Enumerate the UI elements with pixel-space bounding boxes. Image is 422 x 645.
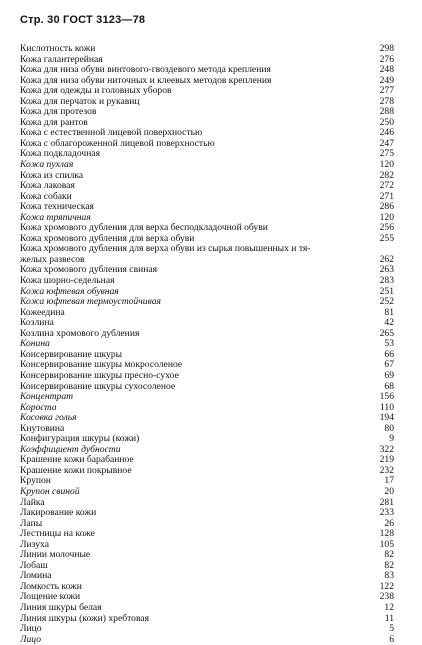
index-page-number: 26	[384, 517, 394, 529]
index-term: Короста	[20, 402, 57, 413]
index-page-number: 278	[379, 95, 394, 107]
index-term: Крашение кожи покрывное	[20, 465, 132, 476]
index-page-number: 17	[384, 475, 394, 487]
index-page-number: 256	[379, 222, 394, 234]
index-page-number: 53	[384, 338, 394, 350]
index-page-number: 82	[384, 559, 394, 571]
index-term: Конина	[20, 339, 50, 350]
index-entry	[20, 360, 394, 371]
index-entry	[20, 65, 394, 76]
index-page-number: 110	[379, 401, 394, 413]
index-entry	[20, 529, 394, 540]
index-page-number: 120	[379, 211, 394, 223]
index-page-number: 83	[384, 570, 394, 582]
index-list	[20, 44, 394, 645]
index-term: Кожа шорно-седельная	[20, 276, 115, 287]
index-term: Кожа собаки	[20, 191, 72, 202]
index-entry	[20, 118, 394, 129]
index-page-number: 219	[379, 454, 394, 466]
index-page-number: 66	[384, 348, 394, 360]
index-page-number: 9	[389, 433, 394, 445]
index-entry	[20, 392, 394, 403]
index-entry	[20, 603, 394, 614]
index-page-number: 255	[379, 232, 394, 244]
index-term: Кожа хромового дубления для верха бесподкладочной обуви	[20, 223, 268, 234]
index-page-number: 156	[379, 391, 394, 403]
index-entry	[20, 476, 394, 487]
index-term: Кожа для рантов	[20, 117, 88, 128]
index-term: Консервирование шкуры	[20, 349, 123, 360]
index-term: Лайка	[20, 497, 45, 508]
index-page-number: 82	[384, 549, 394, 561]
index-page-number: 281	[379, 496, 394, 508]
index-page-number: 250	[379, 116, 394, 128]
index-term: Крупон свиной	[20, 486, 80, 497]
index-entry	[20, 181, 394, 192]
index-entry	[20, 86, 394, 97]
index-page-number: 233	[379, 507, 394, 519]
page-header: Стр. 30 ГОСТ 3123—78	[20, 14, 146, 26]
index-page-number: 275	[379, 148, 394, 160]
index-entry	[20, 223, 394, 234]
index-term: Ломина	[20, 571, 52, 582]
index-term: Козлина хромового дубления	[20, 328, 140, 339]
index-page-number: 271	[379, 190, 394, 202]
index-term: Кожа для низа обуви ниточных и клеевых методов крепления	[20, 75, 272, 86]
index-term: Лощение кожи	[20, 592, 81, 603]
index-term: Кнутовина	[20, 423, 65, 434]
index-page-number: 283	[379, 275, 394, 287]
index-term: Конфигурация шкуры (кожи)	[20, 434, 140, 445]
index-term: Косовка голья	[20, 413, 77, 424]
index-entry	[20, 318, 394, 329]
index-page-number: 277	[379, 85, 394, 97]
index-entry	[20, 614, 394, 625]
index-term: Кислотность кожи	[20, 44, 96, 54]
index-entry	[20, 519, 394, 530]
index-page-number: 282	[379, 169, 394, 181]
index-entry	[20, 234, 394, 245]
index-entry	[20, 44, 394, 55]
index-page-number: 6	[389, 633, 394, 645]
index-entry	[20, 213, 394, 224]
index-term: Козлина	[20, 318, 54, 329]
index-page-number: 11	[384, 612, 394, 624]
index-term: Кожа тряпичная	[20, 212, 91, 223]
index-term: Кожа галантерейная	[20, 54, 103, 65]
index-term: Лицо	[20, 624, 42, 635]
index-page-number: 251	[379, 285, 394, 297]
index-entry	[20, 624, 394, 635]
index-term: Кожа для одежды и головных уборов	[20, 86, 172, 97]
index-term: Кожа из спилка	[20, 170, 84, 181]
index-entry	[20, 171, 394, 182]
index-page-number: 286	[379, 201, 394, 213]
index-entry	[20, 582, 394, 593]
index-term: Кожа для низа обуви винтового-гвоздевого метода крепления	[20, 65, 271, 76]
index-entry	[20, 466, 394, 477]
index-term: Кожа с облагороженной лицевой поверхностью	[20, 138, 215, 149]
index-page-number: 42	[384, 317, 394, 329]
index-page-number: 67	[384, 359, 394, 371]
index-page-number: 194	[379, 412, 394, 424]
index-entry	[20, 55, 394, 66]
index-entry	[20, 107, 394, 118]
index-term: Кожеедина	[20, 307, 65, 318]
index-term: Кожа юфтевая термоустойчивая	[20, 297, 161, 308]
index-page-number: 276	[379, 53, 394, 65]
index-entry	[20, 339, 394, 350]
index-page-number: 322	[379, 443, 394, 455]
index-term: Кожа хромового дубления свиная	[20, 265, 158, 276]
index-entry	[20, 498, 394, 509]
index-page-number: 232	[379, 464, 394, 476]
index-page-number: 69	[384, 369, 394, 381]
index-entry	[20, 571, 394, 582]
index-entry	[20, 202, 394, 213]
index-page-number: 128	[379, 528, 394, 540]
index-page-number: 120	[379, 159, 394, 171]
index-term: Кожа лаковая	[20, 181, 75, 192]
index-entry	[20, 403, 394, 414]
index-term: Консервирование шкуры сухосоленое	[20, 381, 176, 392]
index-entry	[20, 371, 394, 382]
index-term: Кожа с естественной лицевой поверхностью	[20, 128, 203, 139]
index-entry	[20, 592, 394, 603]
index-entry	[20, 550, 394, 561]
index-page-number: 12	[384, 601, 394, 613]
index-entry	[20, 350, 394, 361]
index-entry	[20, 255, 394, 266]
index-term: Кожа юфтевая обувная	[20, 286, 119, 297]
index-entry	[20, 329, 394, 340]
index-entry	[20, 434, 394, 445]
index-entry	[20, 635, 394, 645]
index-page-number: 81	[384, 306, 394, 318]
index-term: Консервирование шкуры пресно-сухое	[20, 370, 179, 381]
index-entry	[20, 149, 394, 160]
index-entry	[20, 487, 394, 498]
index-term: Кожа для перчаток и рукавиц	[20, 96, 140, 107]
index-page-number: 249	[379, 74, 394, 86]
index-page-number: 5	[389, 623, 394, 635]
index-term: Линии молочные	[20, 550, 91, 561]
index-term: Кожа для протезов	[20, 107, 97, 118]
index-page-number: 272	[379, 180, 394, 192]
index-term: Концентрат	[20, 392, 74, 403]
index-entry	[20, 265, 394, 276]
index-page-number: 262	[379, 253, 394, 265]
index-term: Линия шкуры (кожи) хребтовая	[20, 613, 150, 624]
index-term: Лобаш	[20, 560, 48, 571]
index-entry	[20, 508, 394, 519]
index-term: Крашение кожи барабанное	[20, 455, 134, 466]
index-entry	[20, 276, 394, 287]
index-term: Линия шкуры белая	[20, 602, 102, 613]
index-entry	[20, 297, 394, 308]
index-entry	[20, 540, 394, 551]
index-entry	[20, 382, 394, 393]
index-page-number: 263	[379, 264, 394, 276]
index-entry	[20, 97, 394, 108]
index-term: Лакирование кожи	[20, 508, 97, 519]
index-entry	[20, 424, 394, 435]
index-term: Коэффициент дубности	[20, 444, 121, 455]
index-entry	[20, 287, 394, 298]
index-page-number: 248	[379, 64, 394, 76]
index-entry	[20, 455, 394, 466]
index-term: Кожа подкладочная	[20, 149, 101, 160]
index-entry	[20, 160, 394, 171]
index-page-number: 105	[379, 538, 394, 550]
index-entry	[20, 139, 394, 150]
index-page-number: 80	[384, 422, 394, 434]
index-page-number: 68	[384, 380, 394, 392]
index-entry	[20, 308, 394, 319]
index-term: Лестницы на коже	[20, 529, 95, 540]
index-term: Лицо	[20, 634, 42, 645]
index-page-number: 238	[379, 591, 394, 603]
index-page-number: 247	[379, 137, 394, 149]
index-term: Ломкость кожи	[20, 581, 82, 592]
index-page-number: 288	[379, 106, 394, 118]
index-term: Консервирование шкуры мокросоленое	[20, 360, 183, 371]
index-page-number: 122	[379, 580, 394, 592]
index-page-number: 298	[379, 43, 394, 54]
index-term: Лапы	[20, 518, 43, 529]
index-entry	[20, 244, 394, 255]
index-term: Кожа техническая	[20, 202, 94, 213]
index-term: желых развесов	[20, 254, 85, 265]
index-term: Лизуха	[20, 539, 49, 550]
index-page-number: 252	[379, 296, 394, 308]
index-page-number: 246	[379, 127, 394, 139]
index-term: Кожа пухлая	[20, 160, 74, 171]
index-entry	[20, 445, 394, 456]
index-entry	[20, 192, 394, 203]
index-entry	[20, 413, 394, 424]
index-entry	[20, 561, 394, 572]
index-entry	[20, 128, 394, 139]
index-term: Крупон	[20, 476, 51, 487]
index-term: Кожа хромового дубления для верха обуви из сырья повышенных и тя-	[20, 244, 311, 255]
index-term: Кожа хромового дубления для верха обуви	[20, 233, 195, 244]
index-page-number: 265	[379, 327, 394, 339]
index-page-number: 20	[384, 485, 394, 497]
index-entry	[20, 76, 394, 87]
